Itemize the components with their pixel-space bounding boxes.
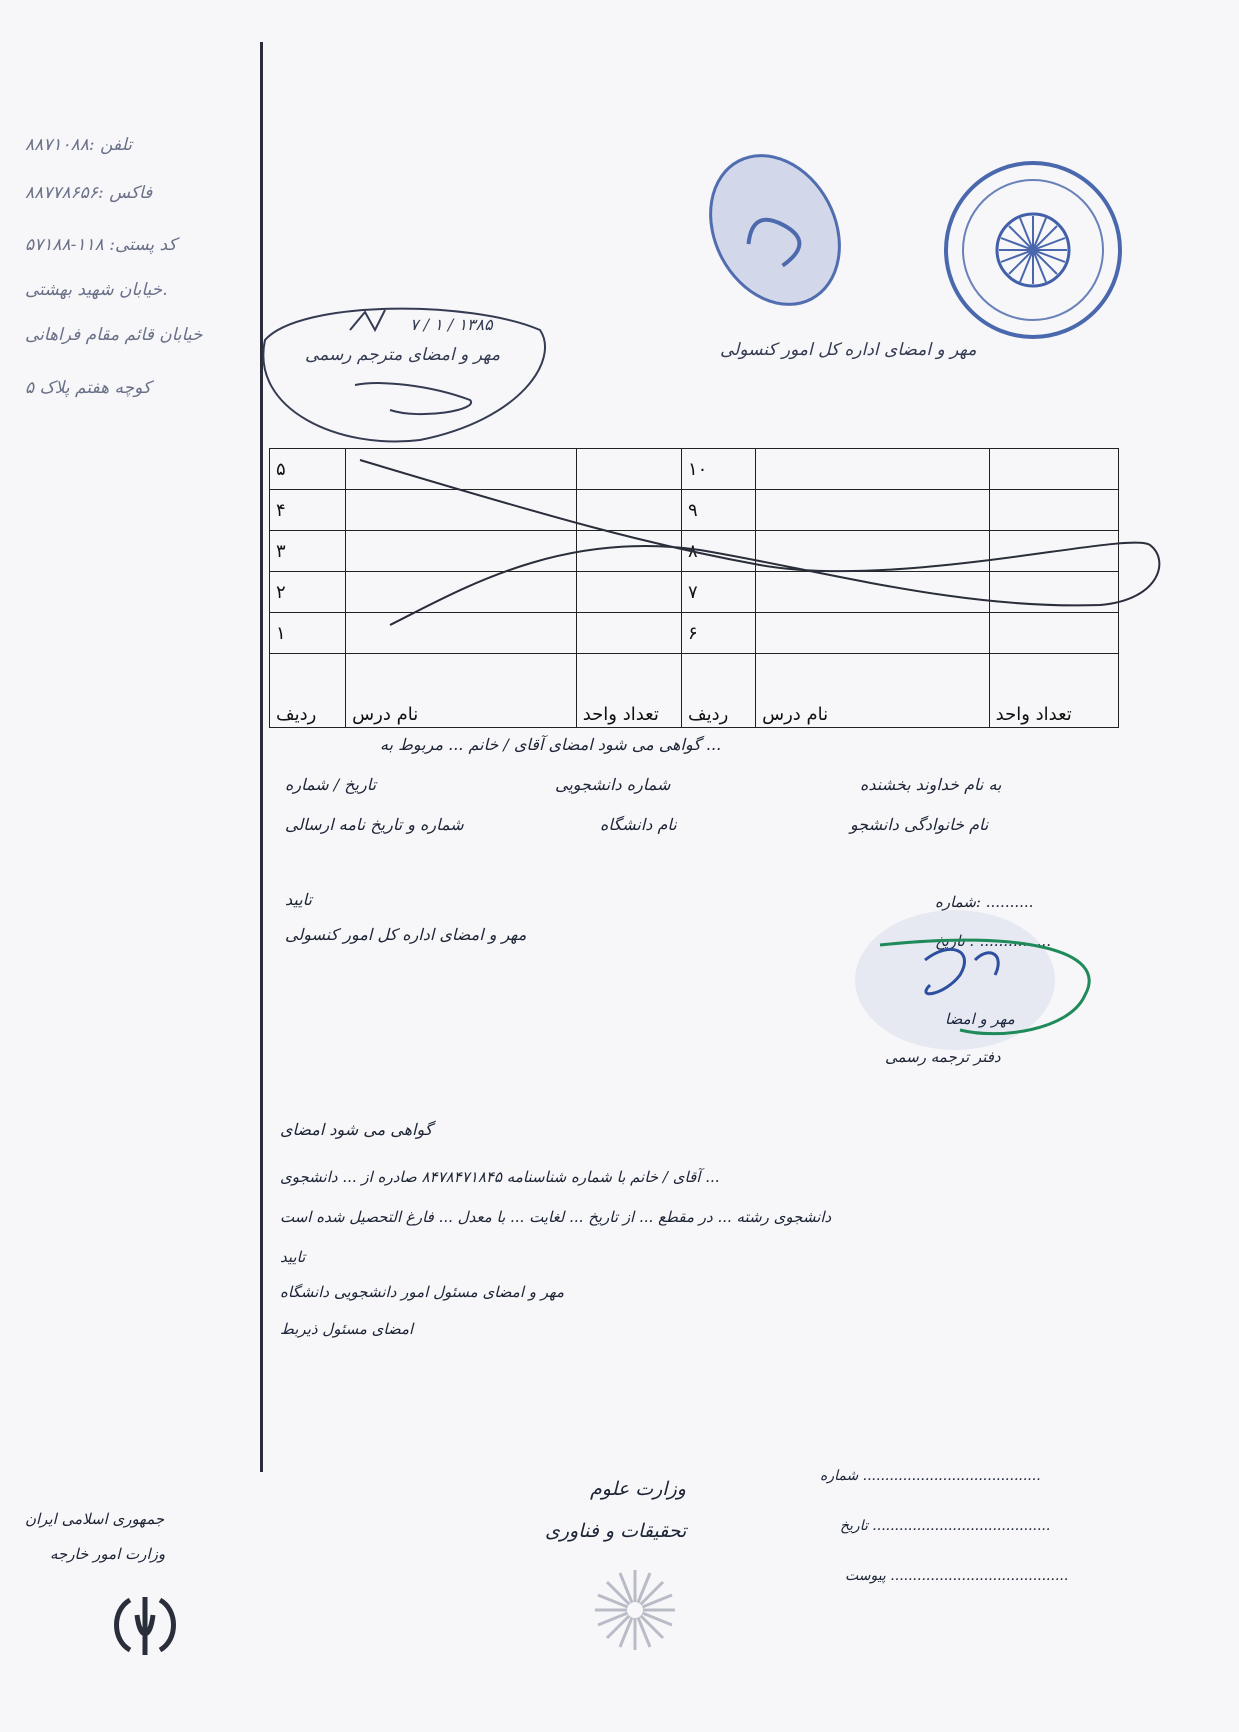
header-course-name: نام درس <box>346 654 577 728</box>
row-index-left: ۳ <box>270 531 346 572</box>
section3-line-5: امضای مسئول ذیربط <box>280 1320 414 1338</box>
section1-right-2: نام خانوادگی دانشجو <box>850 815 989 834</box>
section1-left-2: شماره و تاریخ نامه ارسالی <box>285 815 464 834</box>
footer-field-date: تاریخ ........................................ <box>840 1518 1051 1534</box>
row-index-left: ۲ <box>270 572 346 613</box>
row-index-left: ۵ <box>270 449 346 490</box>
translator-signature-label: مهر و امضای مترجم رسمی <box>305 345 501 365</box>
sidebar-footer-2: وزارت امور خارجه <box>50 1545 166 1563</box>
sidebar-address-1: خیابان شهید بهشتی. <box>25 280 168 300</box>
section1-mid-2: نام دانشگاه <box>600 815 677 834</box>
section3-line-3: تایید <box>280 1248 306 1266</box>
section1-mid-1: شماره دانشجویی <box>555 775 671 794</box>
row-index-right: ۹ <box>681 490 755 531</box>
stamp-date: تاریخ : ............... <box>935 932 1051 950</box>
stamp-sign-label: مهر و امضا <box>945 1010 1015 1028</box>
ministry-line-2: تحقیقات و فناوری <box>545 1520 687 1542</box>
sidebar-footer-1: جمهوری اسلامی ایران <box>25 1510 165 1528</box>
section3-line-1: آقای / خانم با شماره شناسنامه ۸۴۷۸۴۷۱۸۴۵ صادره از ... دانشجوی ... <box>280 1168 720 1186</box>
stamp-office: دفتر ترجمه رسمی <box>885 1048 1001 1066</box>
row-index-left: ۱ <box>270 613 346 654</box>
sidebar-address-3: کوچه هفتم پلاک ۵ <box>25 378 151 398</box>
row-index-left: ۴ <box>270 490 346 531</box>
section2-title: تایید <box>285 890 313 909</box>
header-units: تعداد واحد <box>576 654 681 728</box>
header-row-label: ردیف <box>270 654 346 728</box>
sidebar-postal: کد پستی: ۱۱۸-۵۷۱۸۸ <box>25 235 177 255</box>
header-course-name-2: نام درس <box>756 654 990 728</box>
section1-left-1: تاریخ / شماره <box>285 775 377 794</box>
table-strike <box>360 460 1159 625</box>
row-index-right: ۱۰ <box>681 449 755 490</box>
header-units-2: تعداد واحد <box>989 654 1118 728</box>
section1-intro: گواهی می شود امضای آقای / خانم ... مربوط به ... <box>380 735 722 754</box>
iran-emblem <box>117 1597 174 1655</box>
footer-field-attachment: پیوست ........................................ <box>845 1568 1069 1584</box>
ministry-emblem <box>595 1570 675 1650</box>
section3-line-2: دانشجوی رشته ... در مقطع ... از تاریخ ... لغایت ... با معدل ... فارغ التحصیل شده است <box>280 1208 832 1226</box>
translator-signature <box>263 309 545 442</box>
header-row-label-2: ردیف <box>681 654 755 728</box>
section3-intro: گواهی می شود امضای <box>280 1120 433 1139</box>
consular-caption: مهر و امضای اداره کل امور کنسولی <box>720 340 977 360</box>
stamp-number: شماره: .......... <box>935 893 1034 911</box>
sidebar-address-2: خیابان قائم مقام فراهانی <box>25 325 203 345</box>
university-seal <box>946 163 1120 337</box>
ministry-line-1: وزارت علوم <box>590 1478 686 1500</box>
sidebar-phone: ۸۸۷۱۰۸۸: تلفن <box>25 135 132 155</box>
row-index-right: ۷ <box>681 572 755 613</box>
section1-right-1: به نام خداوند بخشنده <box>860 775 1002 794</box>
row-index-right: ۸ <box>681 531 755 572</box>
sidebar-fax: ۸۸۷۷۸۶۵۶: فاکس <box>25 183 153 203</box>
section2-line: مهر و امضای اداره کل امور کنسولی <box>285 925 527 944</box>
footer-field-number: شماره ........................................ <box>820 1468 1041 1484</box>
row-index-right: ۶ <box>681 613 755 654</box>
translator-signature-note: ۷ / ۱ / ۱۳۸۵ <box>410 315 493 334</box>
officer-signature <box>855 910 1089 1050</box>
section3-line-4: مهر و امضای مسئول امور دانشجویی دانشگاه <box>280 1283 565 1301</box>
consulate-stamp <box>685 133 864 327</box>
